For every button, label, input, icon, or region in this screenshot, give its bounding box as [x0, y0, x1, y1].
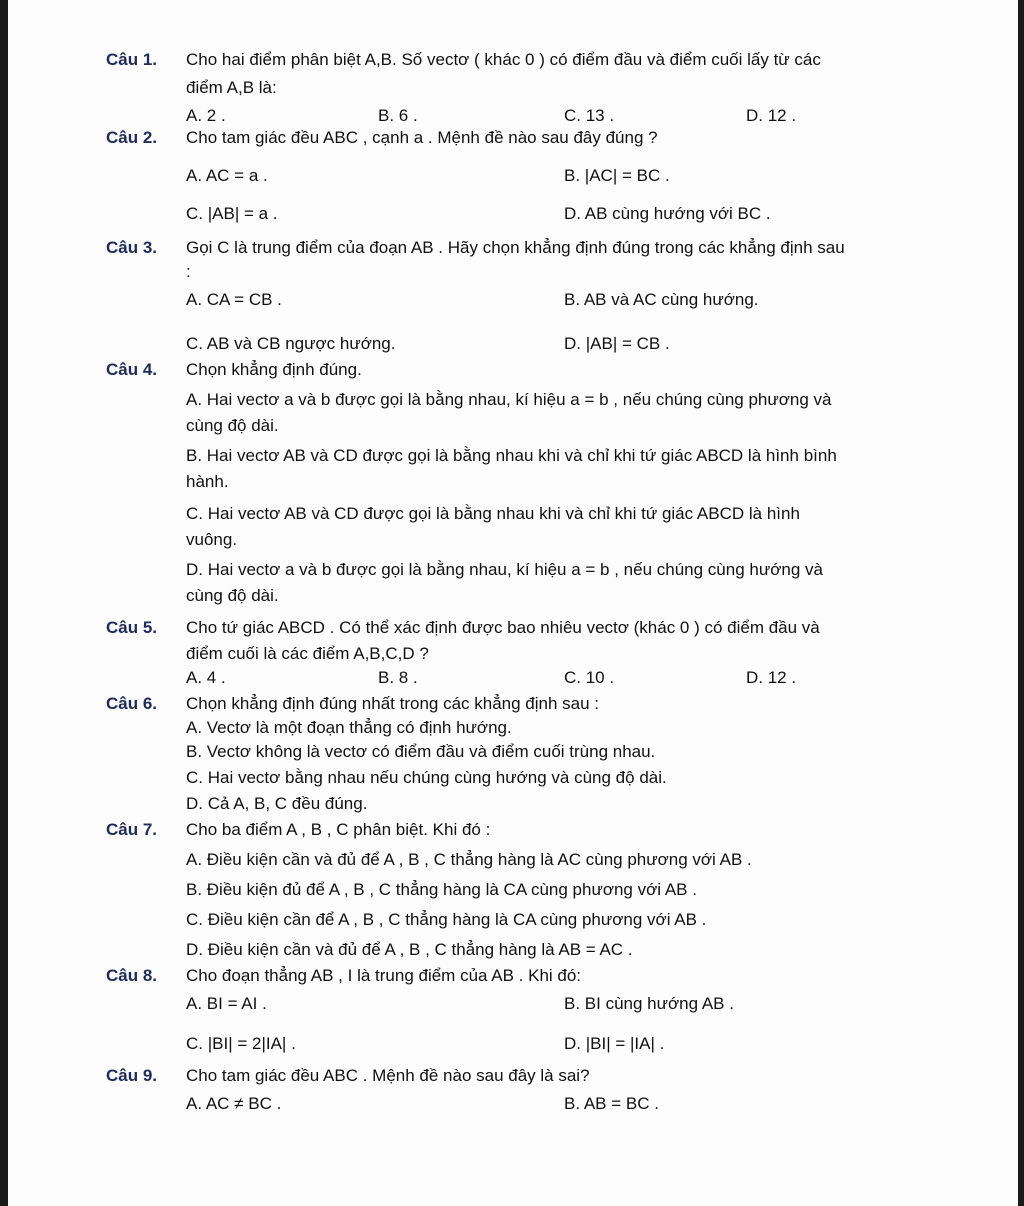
question-4-option-a-line-1: A. Hai vectơ a và b được gọi là bằng nhau, kí hiệu a = b , nếu chúng cùng phương và: [186, 390, 832, 409]
question-9-option-a: A. AC ≠ BC .: [186, 1094, 282, 1113]
question-1-text-line-2: điểm A,B là:: [186, 78, 277, 97]
question-8-label: Câu 8.: [106, 966, 158, 985]
question-3-option-d: D. |AB| = CB .: [564, 334, 670, 353]
question-2-option-a: A. AC = a .: [186, 166, 268, 185]
document-page: [8, 0, 1018, 1206]
question-7-option-c: C. Điều kiện cần để A , B , C thẳng hàng là CA cùng phương với AB .: [186, 910, 707, 929]
question-4-option-c-line-2: vuông.: [186, 530, 238, 549]
question-4-option-a-line-2: cùng độ dài.: [186, 416, 279, 435]
question-1-text-line-1: Cho hai điểm phân biệt A,B. Số vectơ ( khác 0 ) có điểm đầu và điểm cuối lấy từ các: [186, 50, 821, 69]
question-2-option-d: D. AB cùng hướng với BC .: [564, 204, 771, 223]
question-2-label: Câu 2.: [106, 128, 158, 147]
question-1-option-a: A. 2 .: [186, 106, 226, 125]
question-1-option-c: C. 13 .: [564, 106, 615, 125]
question-9-text: Cho tam giác đều ABC . Mệnh đề nào sau đây là sai?: [186, 1066, 590, 1085]
question-4-option-d-line-1: D. Hai vectơ a và b được gọi là bằng nhau, kí hiệu a = b , nếu chúng cùng hướng và: [186, 560, 823, 579]
question-7-text: Cho ba điểm A , B , C phân biệt. Khi đó :: [186, 820, 491, 839]
question-2-option-b: B. |AC| = BC .: [564, 166, 670, 185]
question-1-label: Câu 1.: [106, 50, 158, 69]
question-4-text: Chọn khẳng định đúng.: [186, 360, 362, 379]
question-9-label: Câu 9.: [106, 1066, 158, 1085]
question-1-option-b: B. 6 .: [378, 106, 418, 125]
question-4-option-c-line-1: C. Hai vectơ AB và CD được gọi là bằng nhau khi và chỉ khi tứ giác ABCD là hình: [186, 504, 800, 523]
question-4-label: Câu 4.: [106, 360, 158, 379]
question-3-text-line-2: :: [186, 262, 191, 281]
question-4-option-d-line-2: cùng độ dài.: [186, 586, 279, 605]
question-8-option-c: C. |BI| = 2|IA| .: [186, 1034, 296, 1053]
question-5-option-d: D. 12 .: [746, 668, 797, 687]
question-3-option-c: C. AB và CB ngược hướng.: [186, 334, 396, 353]
question-5-label: Câu 5.: [106, 618, 158, 637]
question-6-text: Chọn khẳng định đúng nhất trong các khẳng định sau :: [186, 694, 600, 713]
question-5-option-c: C. 10 .: [564, 668, 615, 687]
question-5-text-line-2: điểm cuối là các điểm A,B,C,D ?: [186, 644, 429, 663]
question-2-option-c: C. |AB| = a .: [186, 204, 278, 223]
question-8-text: Cho đoạn thẳng AB , I là trung điểm của AB . Khi đó:: [186, 966, 582, 985]
question-1-option-d: D. 12 .: [746, 106, 797, 125]
question-7-option-a: A. Điều kiện cần và đủ để A , B , C thẳng hàng là AC cùng phương với AB .: [186, 850, 752, 869]
question-7-option-d: D. Điều kiện cần và đủ để A , B , C thẳng hàng là AB = AC .: [186, 940, 633, 959]
question-4-option-b-line-1: B. Hai vectơ AB và CD được gọi là bằng nhau khi và chỉ khi tứ giác ABCD là hình bình: [186, 446, 837, 465]
question-2-text: Cho tam giác đều ABC , cạnh a . Mệnh đề nào sau đây đúng ?: [186, 128, 658, 147]
question-6-option-c: C. Hai vectơ bằng nhau nếu chúng cùng hướng và cùng độ dài.: [186, 768, 667, 787]
question-8-option-d: D. |BI| = |IA| .: [564, 1034, 665, 1053]
question-6-label: Câu 6.: [106, 694, 158, 713]
question-6-option-a: A. Vectơ là một đoạn thẳng có định hướng.: [186, 718, 512, 737]
question-6-option-d: D. Cả A, B, C đều đúng.: [186, 794, 368, 813]
question-3-option-a: A. CA = CB .: [186, 290, 282, 309]
question-8-option-b: B. BI cùng hướng AB .: [564, 994, 734, 1013]
question-3-text-line-1: Gọi C là trung điểm của đoạn AB . Hãy chọn khẳng định đúng trong các khẳng định sau: [186, 238, 845, 257]
question-4-option-b-line-2: hành.: [186, 472, 229, 491]
question-3-label: Câu 3.: [106, 238, 158, 257]
question-5-option-a: A. 4 .: [186, 668, 226, 687]
question-5-option-b: B. 8 .: [378, 668, 418, 687]
question-5-text-line-1: Cho tứ giác ABCD . Có thể xác định được bao nhiêu vectơ (khác 0 ) có điểm đầu và: [186, 618, 820, 637]
question-7-option-b: B. Điều kiện đủ để A , B , C thẳng hàng là CA cùng phương với AB .: [186, 880, 697, 899]
question-7-label: Câu 7.: [106, 820, 158, 839]
question-9-option-b: B. AB = BC .: [564, 1094, 659, 1113]
question-3-option-b: B. AB và AC cùng hướng.: [564, 290, 759, 309]
question-8-option-a: A. BI = AI .: [186, 994, 267, 1013]
question-6-option-b: B. Vectơ không là vectơ có điểm đầu và điểm cuối trùng nhau.: [186, 742, 656, 761]
